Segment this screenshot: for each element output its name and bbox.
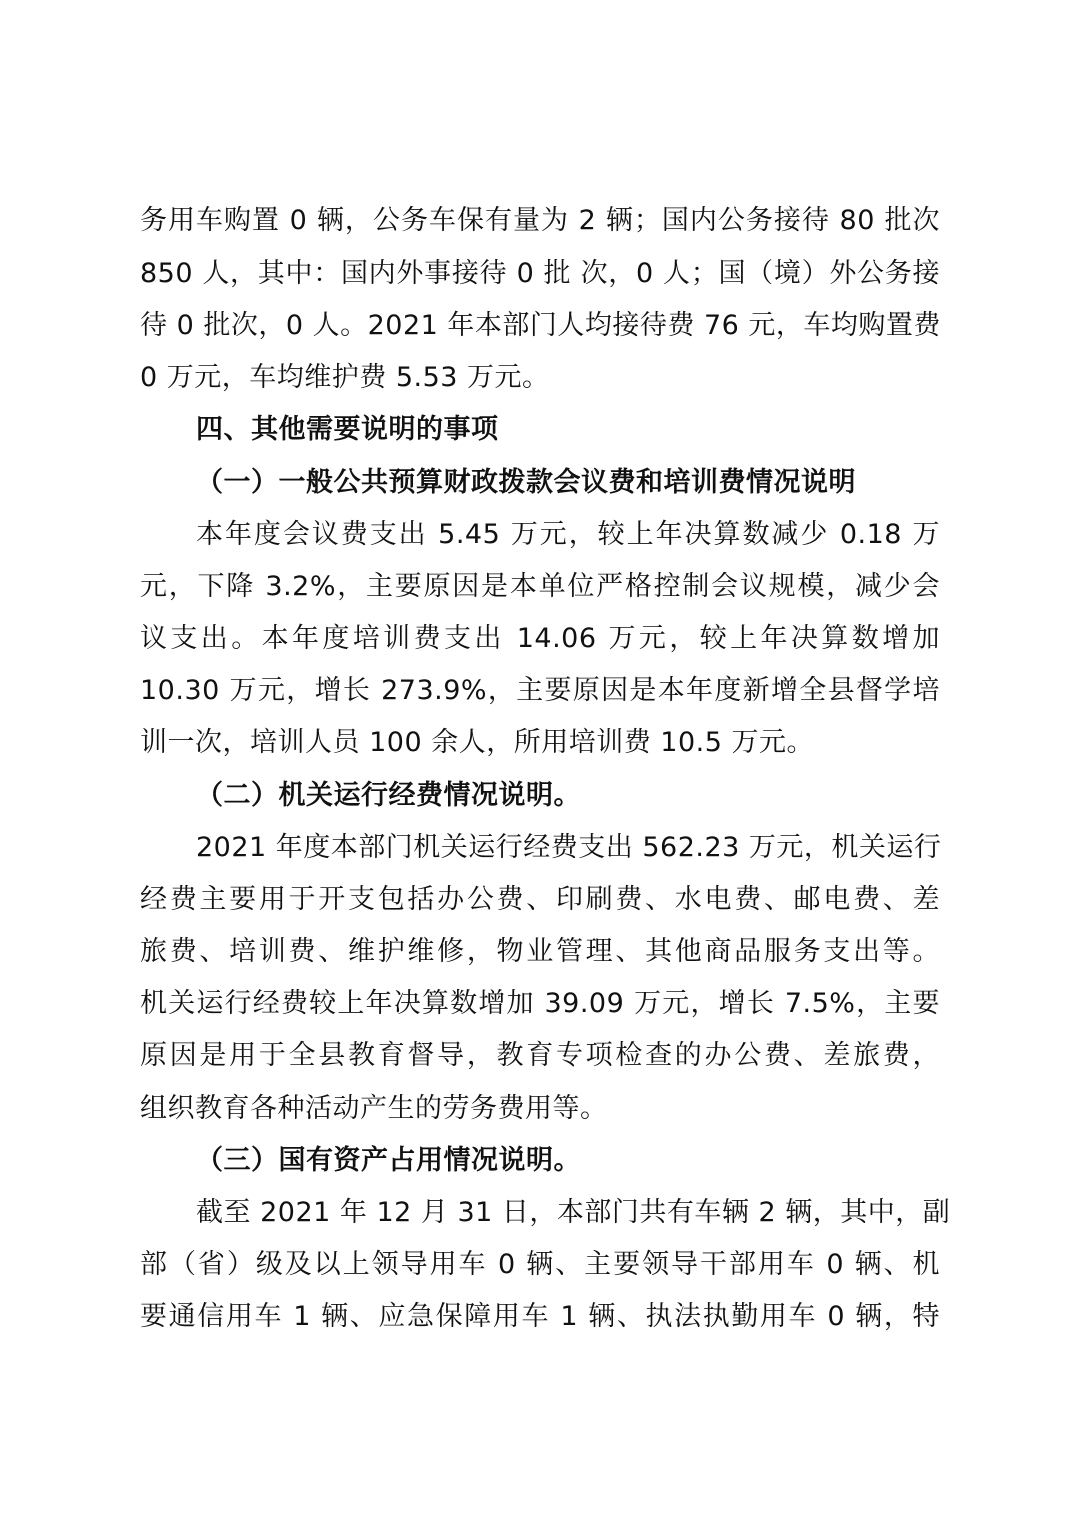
text-line: 截至 2021 年 12 月 31 日，本部门共有车辆 2 辆，其中，副	[196, 1197, 951, 1228]
text-line: 原因是用于全县教育督导，教育专项检查的办公费、差旅费，	[140, 1040, 940, 1071]
text-line: 10.30 万元，增长 273.9%，主要原因是本年度新增全县督学培	[140, 675, 940, 706]
text-line: 要通信用车 1 辆、应急保障用车 1 辆、执法执勤用车 0 辆，特	[140, 1301, 940, 1332]
text-line: 经费主要用于开支包括办公费、印刷费、水电费、邮电费、差	[140, 884, 940, 915]
text-line: 组织教育各种活动产生的劳务费用等。	[140, 1093, 608, 1124]
subsection-heading: （一）一般公共预算财政拨款会议费和培训费情况说明	[196, 467, 856, 498]
text-line: 待 0 批次，0 人。2021 年本部门人均接待费 76 元，车均购置费	[140, 310, 941, 341]
text-line: 议支出。本年度培训费支出 14.06 万元，较上年决算数增加	[140, 623, 940, 654]
text-line: 机关运行经费较上年决算数增加 39.09 万元，增长 7.5%，主要	[140, 988, 940, 1019]
text-line: 训一次，培训人员 100 余人，所用培训费 10.5 万元。	[140, 727, 814, 758]
section-heading: 四、其他需要说明的事项	[196, 414, 499, 445]
text-line: 本年度会议费支出 5.45 万元，较上年决算数减少 0.18 万	[196, 519, 940, 550]
text-line: 2021 年度本部门机关运行经费支出 562.23 万元，机关运行	[196, 832, 942, 863]
subsection-heading: （三）国有资产占用情况说明。	[196, 1145, 581, 1176]
text-line: 0 万元，车均维护费 5.53 万元。	[140, 362, 550, 393]
subsection-heading: （二）机关运行经费情况说明。	[196, 780, 581, 811]
text-line: 旅费、培训费、维护维修，物业管理、其他商品服务支出等。	[140, 936, 940, 967]
text-line: 元，下降 3.2%，主要原因是本单位严格控制会议规模，减少会	[140, 571, 940, 602]
text-line: 850 人，其中：国内外事接待 0 批 次，0 人；国（境）外公务接	[140, 258, 940, 289]
text-line: 部（省）级及以上领导用车 0 辆、主要领导干部用车 0 辆、机	[140, 1249, 940, 1280]
text-line: 务用车购置 0 辆，公务车保有量为 2 辆；国内公务接待 80 批次	[140, 205, 940, 236]
